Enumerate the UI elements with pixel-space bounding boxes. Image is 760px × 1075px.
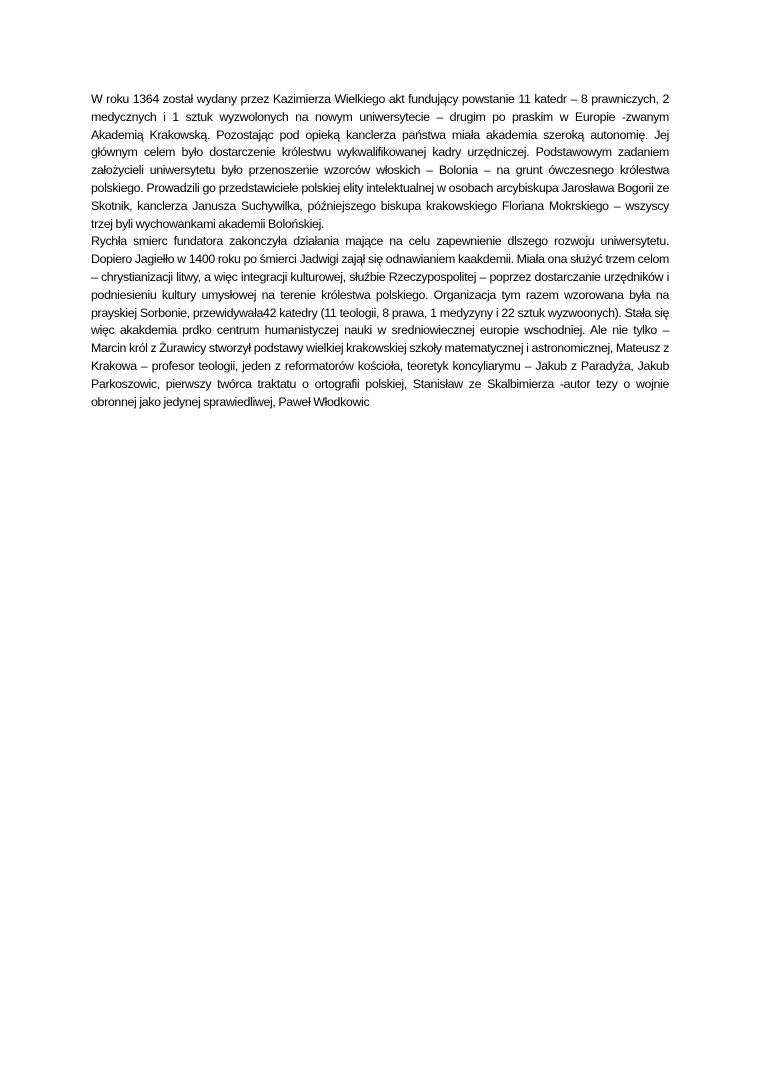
document-body (91, 91, 669, 411)
paragraph-founding: W roku 1364 został wydany przez Kazimierza Wielkiego akt fundujący powstanie 11 katedr – 8 prawniczych, 2 medycznych i 1 sztuk wyzwolonych na nowym uniwersytecie – drugim po praskim w Europie -zwanym Akademią Krakowską. Pozostając pod opieką kanclerza państwa miała akademia szeroką autonomię. Jej głównym celem było dostarczenie królestwu wykwalifikowanej kadry urzędniczej. Podstawowym zadaniem założycieli uniwersytetu było przenoszenie wzorców włoskich – Bolonia – na grunt ówczesnego królestwa polskiego. Prowadzili go przedstawiciele polskiej elity intelektualnej w osobach arcybiskupa Jarosława Bogorii ze Skotnik, kanclerza Janusza Suchywilka, późniejszego biskupa krakowskiego Floriana Mokrskiego – wszyscy trzej byli wychowankami akademii Bolońskiej. (91, 92, 669, 231)
paragraph-renewal: Rychła smierc fundatora zakonczyła działania mające na celu zapewnienie dlszego rozwoju uniwersytetu. Dopiero Jagiełło w 1400 roku po śmierci Jadwigi zajął się odnawianiem kaakdemii. Miała ona służyć trzem celom – chrystianizacji litwy, a więc integracji kulturowej, słuźbie Rzeczypospolitej – poprzez dostarczanie urzędników i podniesieniu kultury umysłowej na terenie królestwa polskiego. Organizacja tym razem wzorowana była na prayskiej Sorbonie, przewidywała42 katedry (11 teologii, 8 prawa, 1 medyzyny i 22 sztuk wyzwoonych). Stała się więc akakdemia prdko centrum humanistyczej nauki w sredniowiecznej europie wschodniej. Ale nie tylko – Marcin król z Żurawicy stworzył podstawy wielkiej krakowskiej szkoły matematycznej i astronomicznej, Mateusz z Krakowa – profesor teologii, jeden z reformatorów kościoła, teoretyk koncyliarymu – Jakub z Paradyża, Jakub Parkoszowic, pierwszy twórca traktatu o ortografii polskiej, Stanisław ze Skalbimierza -autor tezy o wojnie obronnej jako jedynej sprawiedliwej, Paweł Włodkowic (91, 234, 669, 409)
